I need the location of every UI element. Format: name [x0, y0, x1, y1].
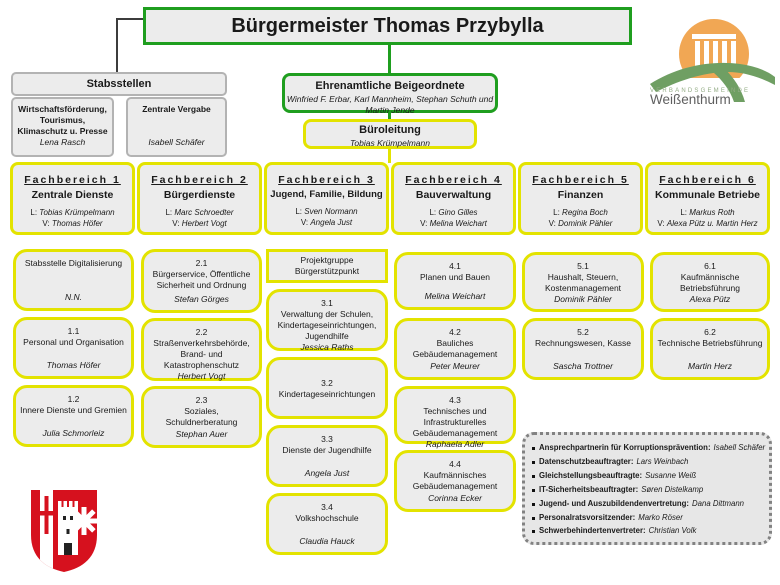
officer-name: Christian Volk — [648, 526, 697, 536]
fb-deputy-label: V: — [300, 217, 309, 227]
fb-leader: Gino Gilles — [438, 208, 478, 217]
fb-leader-label: L: — [429, 208, 437, 217]
fb-subtitle: Bürgerdienste — [163, 189, 236, 201]
bullet-icon — [532, 461, 535, 464]
officers-box — [522, 432, 772, 545]
stab-item-name: Lena Rasch — [39, 137, 86, 148]
fb-subtitle: Kommunale Betriebe — [654, 189, 761, 201]
officer-label: Ansprechpartnerin für Korruptionsprävention: — [539, 443, 711, 452]
officer-name: Susanne Weiß — [645, 470, 697, 480]
stabsstellen-header-label: Stabsstellen — [86, 78, 152, 90]
unit-title: Volkshochschule — [295, 512, 359, 523]
stabsstellen-item-wirtschaft — [11, 97, 114, 157]
unit-title: Straßenverkehrsbehörde, Brand- und Katastrophenschutz — [153, 337, 250, 370]
unit-box-4-4: 4.4 Kaufmännisches Gebäudemanagement Corinna Ecker — [394, 450, 516, 512]
fb-deputy: Angela Just — [310, 217, 353, 227]
fb-subtitle: Finanzen — [557, 189, 604, 201]
unit-name: Sascha Trottner — [553, 361, 613, 372]
fb-leader: Tobias Krümpelmann — [39, 208, 115, 217]
officer-label: Jugend- und Auszubildendenvertretung: — [539, 498, 690, 508]
unit-name: Melina Weichart — [424, 291, 486, 302]
unit-name: Corinna Ecker — [428, 493, 482, 504]
officer-row — [532, 457, 763, 468]
fb-deputy: Dominik Pähler — [558, 218, 613, 228]
officer-row — [532, 443, 766, 454]
coat-of-arms — [28, 487, 100, 575]
project-group-box — [266, 249, 388, 283]
unit-title: Haushalt, Steuern, Kostenmanagement — [544, 271, 622, 293]
logo-org-type: VERBANDSGEMEINDE — [650, 88, 751, 94]
unit-box-3-1: 3.1 Verwaltung der Schulen, Kindertageseinrichtungen, Jugendhilfe Jessica Raths — [266, 289, 388, 351]
fb-deputy-label: V: — [657, 218, 665, 228]
unit-box-6-2: 6.2 Technische Betriebsführung Martin Herz — [650, 318, 770, 380]
bullet-icon — [532, 489, 535, 492]
unit-name: Stefan Görges — [174, 294, 229, 305]
unit-box-1-2: 1.2 Innere Dienste und Gremien Julia Schmorleiz — [13, 385, 134, 447]
unit-name: Thomas Höfer — [46, 360, 101, 371]
unit-name: Martin Herz — [688, 361, 732, 372]
fachbereich-6-header — [645, 162, 770, 235]
unit-box-3-3: 3.3 Dienste der Jugendhilfe Angela Just — [266, 425, 388, 487]
unit-box-2-1: 2.1 Bürgerservice, Öffentliche Sicherheit und Ordnung Stefan Görges — [141, 249, 262, 313]
fb-deputy-label: V: — [42, 218, 50, 228]
page-title: Bürgermeister Thomas Przybylla — [231, 14, 544, 37]
fb-subtitle: Bauverwaltung — [415, 189, 492, 201]
officer-label: IT-Sicherheitsbeauftragter: — [539, 484, 639, 494]
fb-leader-label: L: — [165, 208, 173, 217]
fb-deputy-label: V: — [420, 218, 428, 228]
unit-title: Verwaltung der Schulen, Kindertageseinrichtungen, Jugendhilfe — [277, 308, 377, 341]
fb-subtitle: Jugend, Familie, Bildung — [270, 189, 383, 200]
officer-name: Søren Distelkamp — [641, 484, 704, 494]
fb-leader: Sven Normann — [304, 207, 358, 216]
unit-name: N.N. — [65, 292, 82, 303]
unit-box-6-1: 6.1 Kaufmännische Betriebsführung Alexa Pütz — [650, 252, 770, 312]
project-group-title: Projektgruppe Bürgerstützpunkt — [294, 254, 360, 276]
stab-item-name: Isabell Schäfer — [148, 137, 205, 147]
connector-title-to-stab-v — [116, 18, 118, 73]
officer-row — [532, 471, 763, 482]
logo-org-name: Weißenthurm — [650, 92, 731, 106]
officer-row — [532, 526, 763, 537]
bullet-icon — [532, 530, 535, 533]
officer-name: Isabell Schäfer — [713, 443, 766, 452]
fb-deputy-label: V: — [548, 218, 556, 228]
officer-name: Dana Dittmann — [692, 498, 745, 508]
mayor-title-box — [143, 7, 632, 45]
bueroleitung-name: Tobias Krümpelmann — [349, 138, 430, 149]
unit-name: Claudia Hauck — [299, 536, 355, 547]
fachbereich-2-header — [137, 162, 262, 235]
unit-title: Kindertageseinrichtungen — [278, 388, 376, 399]
fb-heading: Fachbereich 5 — [532, 174, 629, 186]
bueroleitung-title: Büroleitung — [359, 124, 421, 136]
fb-deputy: Herbert Vogt — [181, 218, 227, 228]
officer-label: Schwerbehindertenvertreter: — [539, 526, 646, 536]
bullet-icon — [532, 503, 535, 506]
fb-deputy: Thomas Höfer — [51, 218, 103, 228]
fb-heading: Fachbereich 2 — [151, 174, 248, 186]
unit-title: Kaufmännisches Gebäudemanagement — [412, 469, 498, 491]
logo-graphic — [648, 4, 776, 106]
unit-name: Dominik Pähler — [554, 293, 612, 304]
unit-box-4-1: 4.1 Planen und Bauen Melina Weichart — [394, 252, 516, 310]
unit-box-5-1: 5.1 Haushalt, Steuern, Kostenmanagement Dominik Pähler — [522, 252, 644, 312]
tower-icon — [58, 501, 78, 555]
unit-name: Julia Schmorleiz — [42, 428, 105, 439]
stabsstellen-header — [11, 72, 227, 96]
fb-leader-label: L: — [295, 207, 303, 216]
bueroleitung-box — [303, 119, 477, 149]
unit-box-3-2: 3.2 Kindertageseinrichtungen — [266, 357, 388, 419]
unit-box-1-1: 1.1 Personal und Organisation Thomas Höfer — [13, 317, 134, 379]
officer-name: Marko Röser — [638, 512, 683, 522]
unit-box-2-3: 2.3 Soziales, Schuldnerberatung Stephan Auer — [141, 386, 262, 448]
unit-box-4-2: 4.2 Bauliches Gebäudemanagement Peter Meurer — [394, 318, 516, 380]
fb-subtitle: Zentrale Dienste — [31, 189, 114, 201]
unit-title: Kaufmännische Betriebsführung — [679, 271, 740, 293]
fb-leader: Marc Schroedter — [174, 208, 234, 217]
fb-heading: Fachbereich 1 — [24, 174, 121, 186]
officer-row — [532, 499, 763, 510]
fachbereich-5-header — [518, 162, 643, 235]
unit-title: Stabsstelle Digitalisierung — [24, 258, 123, 268]
fb-deputy: Alexa Pütz u. Martin Herz — [666, 218, 758, 228]
unit-title: Dienste der Jugendhilfe — [282, 444, 372, 455]
officer-row — [532, 485, 763, 496]
fb-leader-label: L: — [680, 208, 688, 217]
fb-deputy-label: V: — [172, 218, 180, 228]
unit-name: Alexa Pütz — [689, 293, 731, 304]
stab-item-title: Zentrale Vergabe — [142, 104, 211, 114]
officer-label: Gleichstellungsbeauftragte: — [539, 470, 643, 480]
stabsstellen-item-vergabe — [126, 97, 227, 157]
fb-heading: Fachbereich 3 — [278, 174, 375, 186]
coat-of-arms-icon — [28, 487, 100, 575]
unit-name: Raphaela Adler — [425, 438, 485, 449]
unit-title: Rechnungswesen, Kasse — [535, 337, 631, 348]
unit-name: Jessica Raths — [300, 341, 354, 352]
fb-leader: Markus Roth — [689, 208, 735, 217]
officer-row — [532, 513, 763, 524]
officer-label: Personalratsvorsitzender: — [539, 512, 636, 522]
fachbereich-1-header — [10, 162, 135, 235]
unit-title: Technische Betriebsführung — [657, 337, 763, 348]
unit-box-3-4: 3.4 Volkshochschule Claudia Hauck — [266, 493, 388, 555]
beigeordnete-box — [282, 73, 498, 113]
bullet-icon — [532, 517, 535, 520]
fb-leader: Regina Boch — [562, 208, 608, 217]
fb-heading: Fachbereich 6 — [659, 174, 756, 186]
unit-name: Herbert Vogt — [177, 370, 226, 381]
unit-title: Bürgerservice, Öffentliche Sicherheit und Ordnung — [152, 268, 251, 290]
fb-heading: Fachbereich 4 — [405, 174, 502, 186]
fb-deputy: Melina Weichart — [429, 218, 487, 228]
beigeordnete-title: Ehrenamtliche Beigeordnete — [315, 80, 465, 92]
bullet-icon — [532, 447, 535, 450]
unit-name: Angela Just — [304, 468, 350, 479]
unit-box-4-3: 4.3 Technisches und Infrastrukturelles Gebäudemanagement Raphaela Adler — [394, 386, 516, 444]
officer-label: Datenschutzbeauftragter: — [539, 456, 634, 466]
unit-box-stabsstelle-digitalisierung — [13, 249, 134, 311]
unit-title: Technisches und Infrastrukturelles Gebäudemanagement — [412, 405, 498, 438]
stab-item-title: Wirtschaftsförderung, Tourismus, Klimaschutz u. Presse — [17, 104, 108, 137]
bullet-icon — [532, 475, 535, 478]
unit-box-5-2: 5.2 Rechnungswesen, Kasse Sascha Trottner — [522, 318, 644, 380]
unit-title: Bauliches Gebäudemanagement — [412, 337, 498, 359]
fachbereich-4-header — [391, 162, 516, 235]
connector-title-to-beigeordnete — [388, 44, 391, 74]
unit-box-2-2: 2.2 Straßenverkehrsbehörde, Brand- und Katastrophenschutz Herbert Vogt — [141, 318, 262, 381]
unit-title: Planen und Bauen — [420, 271, 490, 282]
unit-title: Personal und Organisation — [23, 336, 124, 347]
unit-title: Soziales, Schuldnerberatung — [165, 405, 238, 427]
unit-name: Stephan Auer — [175, 429, 228, 440]
unit-name: Peter Meurer — [430, 361, 480, 372]
connector-bueroleitung-to-fachbereiche — [388, 147, 391, 163]
beigeordnete-names: Winfried F. Erbar, Karl Mannheim, Stephan Schuth und Martin Jende — [286, 94, 494, 115]
officer-name: Lars Weinbach — [636, 456, 689, 466]
fachbereich-3-header — [264, 162, 389, 235]
unit-title: Innere Dienste und Gremien — [20, 404, 127, 415]
connector-title-to-stab-h — [116, 18, 144, 20]
fb-leader-label: L: — [553, 208, 560, 217]
fachbereich-header-row — [10, 162, 770, 235]
municipality-logo — [648, 4, 776, 106]
fb-leader-label: L: — [30, 208, 38, 217]
